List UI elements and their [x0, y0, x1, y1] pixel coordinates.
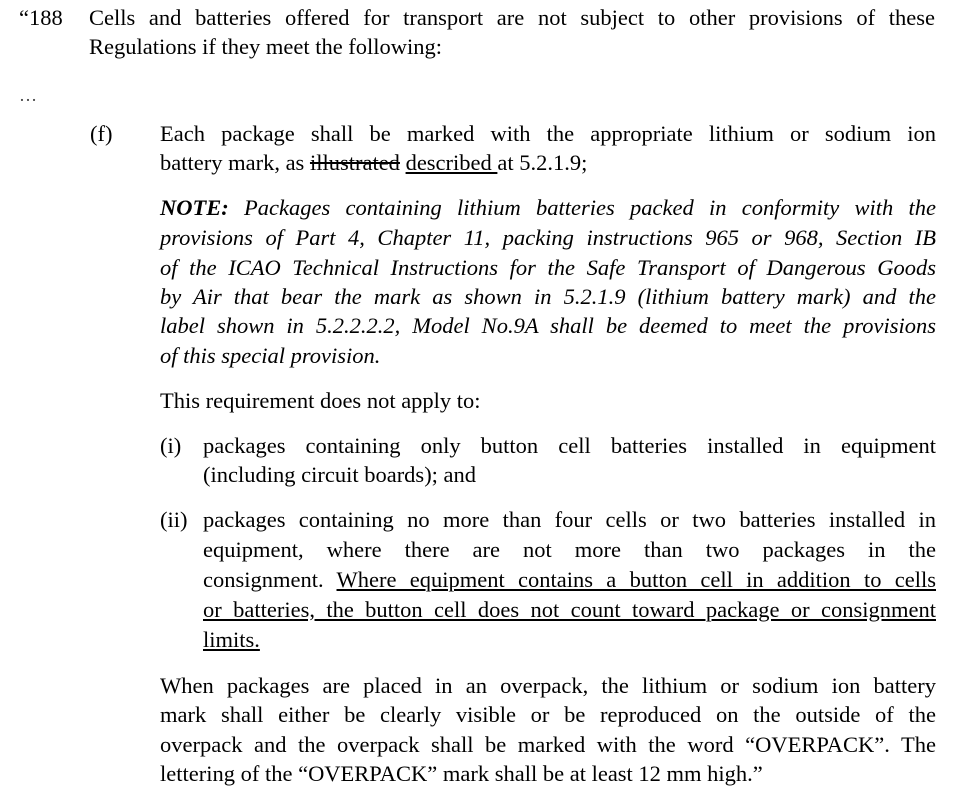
item-i-line-1: packages containing only button cell batteries installed in equipment [203, 433, 936, 458]
item-f-text: battery mark, as [160, 150, 310, 175]
overpack-line-1: When packages are placed in an overpack, the lithium or sodium ion battery [160, 673, 936, 698]
item-ii-line-5: limits. [203, 627, 260, 652]
item-f-line-2 [160, 148, 587, 178]
provision-intro-line-2: Regulations if they meet the following: [89, 34, 443, 59]
note-text: Packages containing lithium batteries packed in conformity with the [228, 195, 936, 220]
overpack-line-3: overpack and the overpack shall be marked with the word “OVERPACK”. The [160, 732, 936, 757]
item-ii-line-1: packages containing no more than four cells or two batteries installed in [203, 507, 936, 532]
note-label: NOTE: [160, 195, 229, 220]
item-ii-line-4: or batteries, the button cell does not count toward package or consignment [203, 597, 936, 622]
item-f-text: at 5.2.1.9; [497, 150, 588, 175]
note-line-3: of the ICAO Technical Instructions for the Safe Transport of Dangerous Goods [160, 255, 936, 280]
note-line-5: label shown in 5.2.2.2.2, Model No.9A shall be deemed to meet the provisions [160, 313, 936, 338]
provision-number: “188 [19, 5, 63, 30]
item-f-line-1: Each package shall be marked with the appropriate lithium or sodium ion [160, 121, 936, 146]
item-f-label: (f) [90, 121, 113, 146]
overpack-line-4: lettering of the “OVERPACK” mark shall be at least 12 mm high.” [160, 761, 763, 786]
deleted-text: illustrated [309, 150, 400, 175]
note-line-6: of this special provision. [160, 343, 381, 368]
note-line-1 [160, 193, 936, 223]
omission-ellipsis: … [19, 85, 37, 105]
item-i-label: (i) [160, 433, 182, 458]
note-line-2: provisions of Part 4, Chapter 11, packing instructions 965 or 968, Section IB [160, 225, 936, 250]
provision-intro-line-1: Cells and batteries offered for transport are not subject to other provisions of these [89, 5, 935, 30]
item-i-line-2: (including circuit boards); and [203, 462, 477, 487]
overpack-line-2: mark shall either be clearly visible or be reproduced on the outside of the [160, 702, 936, 727]
item-ii-line-2: equipment, where there are not more than two packages in the [203, 537, 936, 562]
inserted-text: Where equipment contains a button cell in addition to cells [336, 567, 936, 592]
item-ii-text: consignment. [203, 567, 337, 592]
inserted-text: described [405, 150, 498, 175]
requirement-text: This requirement does not apply to: [160, 388, 481, 413]
item-ii-line-3 [203, 565, 936, 595]
note-line-4: by Air that bear the mark as shown in 5.2.1.9 (lithium battery mark) and the [160, 284, 936, 309]
item-ii-label: (ii) [160, 507, 188, 532]
